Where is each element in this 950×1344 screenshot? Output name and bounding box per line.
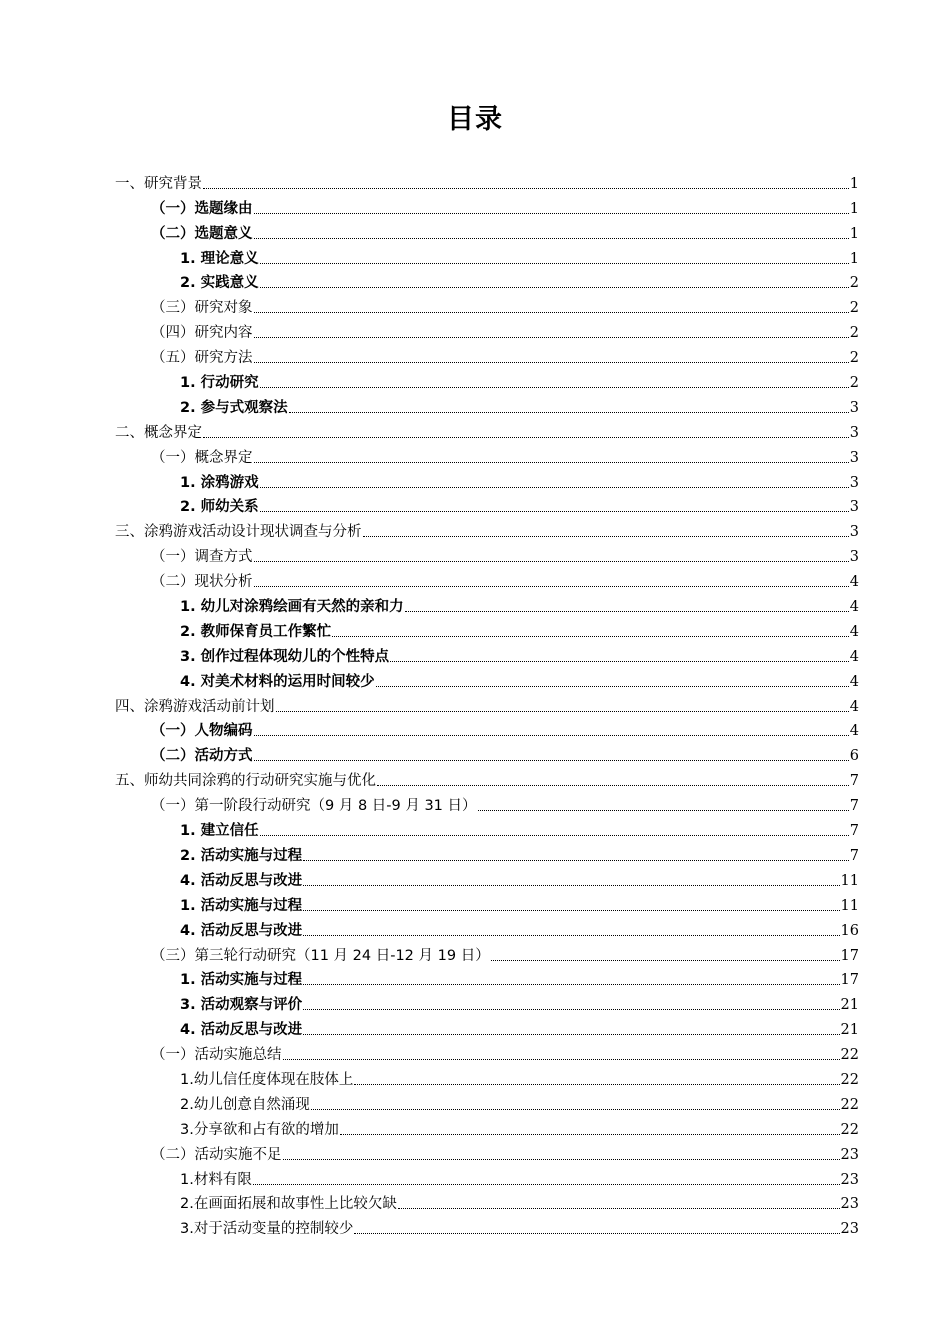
toc-entry-text: （二）现状分析 (151, 574, 253, 591)
toc-entry-text: （二）选题意义 (151, 225, 253, 242)
toc-entry-text: 4. 活动反思与改进 (180, 922, 303, 939)
toc-entry-leader-group (151, 324, 850, 342)
toc-entry-leader-group (151, 1046, 841, 1064)
toc-entry[interactable] (0, 691, 950, 716)
toc-entry[interactable] (0, 616, 950, 641)
toc-entry[interactable] (0, 392, 950, 417)
toc-entry[interactable] (0, 865, 950, 890)
toc-page-number: 4 (849, 623, 859, 640)
toc-entry-leader-group (180, 673, 850, 691)
toc-dot-leader (303, 1034, 839, 1035)
toc-entry-leader-group (180, 847, 850, 865)
toc-entry-text: （二）活动实施不足 (151, 1146, 282, 1163)
toc-dot-leader (390, 661, 849, 662)
toc-entry[interactable] (0, 641, 950, 666)
toc-dot-leader (491, 960, 840, 961)
toc-dot-leader (340, 1134, 840, 1135)
toc-page-number: 4 (849, 698, 859, 715)
toc-entry[interactable] (0, 541, 950, 566)
toc-entry-leader-group (180, 250, 850, 268)
toc-entry[interactable] (0, 790, 950, 815)
toc-page-number: 7 (849, 773, 859, 790)
toc-entry-text: 1. 理论意义 (180, 250, 259, 267)
toc-entry-leader-group (180, 971, 841, 989)
toc-dot-leader (254, 337, 849, 338)
toc-entry-leader-group (115, 424, 850, 442)
toc-entry[interactable] (0, 417, 950, 442)
toc-dot-leader (478, 810, 849, 811)
toc-dot-leader (303, 860, 849, 861)
toc-entry[interactable] (0, 442, 950, 467)
toc-entry-leader-group (180, 474, 850, 492)
toc-page-number: 23 (840, 1221, 859, 1238)
toc-page-number: 3 (849, 399, 859, 416)
toc-page-number: 4 (849, 574, 859, 591)
toc-entry-leader-group (180, 399, 850, 417)
toc-entry[interactable] (0, 367, 950, 392)
toc-dot-leader (260, 511, 849, 512)
toc-dot-leader (354, 1084, 839, 1085)
toc-entry-text: 2.在画面拓展和故事性上比较欠缺 (180, 1196, 397, 1213)
toc-dot-leader (311, 1109, 840, 1110)
toc-entry[interactable] (0, 815, 950, 840)
toc-dot-leader (260, 263, 849, 264)
toc-entry-leader-group (180, 1096, 841, 1114)
page-title: 目录 (447, 104, 503, 135)
toc-page-number: 17 (840, 947, 859, 964)
toc-dot-leader (254, 586, 849, 587)
toc-entry[interactable] (0, 765, 950, 790)
toc-entry-leader-group (180, 872, 841, 890)
toc-entry-text: （二）活动方式 (151, 748, 253, 765)
toc-entry[interactable] (0, 666, 950, 691)
toc-page-number: 3 (849, 524, 859, 541)
toc-entry-text: 一、研究背景 (115, 175, 202, 192)
toc-entry[interactable] (0, 940, 950, 965)
toc-entry[interactable] (0, 492, 950, 517)
toc-entry-text: 2. 教师保育员工作繁忙 (180, 623, 332, 640)
toc-entry[interactable] (0, 1114, 950, 1139)
toc-entry-text: 1. 活动实施与过程 (180, 972, 303, 989)
toc-entry-leader-group (180, 374, 850, 392)
toc-page-number: 23 (840, 1196, 859, 1213)
toc-entry-text: 2. 实践意义 (180, 275, 259, 292)
toc-page-number: 2 (849, 325, 859, 342)
toc-entry-leader-group (180, 996, 841, 1014)
toc-page-number: 1 (849, 175, 859, 192)
toc-entry-text: 3.分享欲和占有欲的增加 (180, 1121, 339, 1138)
toc-entry-text: 四、涂鸦游戏活动前计划 (115, 698, 275, 715)
toc-entry-leader-group (180, 648, 850, 666)
toc-entry-text: 4. 活动反思与改进 (180, 1022, 303, 1039)
toc-dot-leader (254, 462, 849, 463)
toc-dot-leader (276, 711, 849, 712)
toc-entry[interactable] (0, 1014, 950, 1039)
toc-page-number: 4 (849, 723, 859, 740)
toc-dot-leader (283, 1059, 840, 1060)
toc-entry-text: 4. 对美术材料的运用时间较少 (180, 673, 375, 690)
toc-page-number: 21 (840, 997, 859, 1014)
toc-entry-leader-group (151, 449, 850, 467)
toc-dot-leader (303, 885, 839, 886)
toc-entry[interactable] (0, 989, 950, 1014)
toc-entry-text: 3. 活动观察与评价 (180, 997, 303, 1014)
toc-entry-leader-group (151, 722, 850, 740)
toc-entry-text: （一）选题缘由 (151, 200, 253, 217)
toc-page-number: 4 (849, 673, 859, 690)
toc-entry[interactable] (0, 890, 950, 915)
toc-entry-leader-group (115, 772, 850, 790)
toc-dot-leader (405, 611, 849, 612)
toc-entry-text: 五、师幼共同涂鸦的行动研究实施与优化 (115, 773, 376, 790)
toc-entry-leader-group (180, 1220, 841, 1238)
toc-page-number: 23 (840, 1146, 859, 1163)
toc-entry-leader-group (151, 225, 850, 243)
toc-entry[interactable] (0, 168, 950, 193)
toc-entry[interactable] (0, 243, 950, 268)
toc-entry-text: （四）研究内容 (151, 325, 253, 342)
toc-page-number: 11 (840, 872, 859, 889)
toc-dot-leader (303, 1009, 839, 1010)
toc-dot-leader (376, 686, 849, 687)
toc-entry-leader-group (180, 1071, 841, 1089)
toc-entry-text: 2. 师幼关系 (180, 499, 259, 516)
toc-page-number: 1 (849, 250, 859, 267)
toc-page-number: 2 (849, 275, 859, 292)
toc-page-number: 3 (849, 549, 859, 566)
toc-dot-leader (254, 760, 849, 761)
toc-entry[interactable] (0, 1089, 950, 1114)
toc-entry-leader-group (180, 922, 841, 940)
toc-entry[interactable] (0, 218, 950, 243)
toc-entry-text: 三、涂鸦游戏活动设计现状调查与分析 (115, 524, 362, 541)
toc-page-number: 4 (849, 599, 859, 616)
toc-entry-text: 2.幼儿创意自然涌现 (180, 1096, 310, 1113)
toc-entry-text: 2. 活动实施与过程 (180, 847, 303, 864)
toc-entry-leader-group (180, 1121, 841, 1139)
toc-entry[interactable] (0, 716, 950, 741)
toc-page-number: 7 (849, 798, 859, 815)
toc-dot-leader (354, 1233, 839, 1234)
toc-dot-leader (254, 312, 849, 313)
toc-dot-leader (398, 1208, 840, 1209)
toc-entry-text: 3. 创作过程体现幼儿的个性特点 (180, 648, 390, 665)
toc-entry-text: （五）研究方法 (151, 350, 253, 367)
toc-dot-leader (377, 785, 849, 786)
toc-entry[interactable] (0, 740, 950, 765)
toc-entry[interactable] (0, 1189, 950, 1214)
toc-entry-leader-group (180, 897, 841, 915)
toc-entry-leader-group (115, 523, 850, 541)
toc-page-number: 3 (849, 424, 859, 441)
toc-entry-leader-group (180, 1195, 841, 1213)
toc-entry-leader-group (151, 797, 850, 815)
toc-entry-leader-group (151, 573, 850, 591)
toc-entry[interactable] (0, 467, 950, 492)
toc-entry-text: 1. 幼儿对涂鸦绘画有天然的亲和力 (180, 599, 404, 616)
toc-dot-leader (253, 1184, 840, 1185)
toc-entry[interactable] (0, 193, 950, 218)
toc-entry[interactable] (0, 1164, 950, 1189)
toc-page-number: 2 (849, 350, 859, 367)
toc-page-number: 11 (840, 897, 859, 914)
toc-dot-leader (203, 188, 849, 189)
toc-entry[interactable] (0, 1213, 950, 1238)
toc-dot-leader (363, 536, 849, 537)
toc-entry-text: 1.幼儿信任度体现在肢体上 (180, 1071, 354, 1088)
toc-entry-leader-group (151, 548, 850, 566)
toc-entry[interactable] (0, 1039, 950, 1064)
toc-dot-leader (289, 412, 849, 413)
toc-entry-leader-group (180, 623, 850, 641)
toc-dot-leader (254, 561, 849, 562)
toc-dot-leader (254, 735, 849, 736)
toc-page-number: 1 (849, 200, 859, 217)
toc-entry-leader-group (151, 1146, 841, 1164)
toc-entry[interactable] (0, 566, 950, 591)
toc-entry-leader-group (180, 274, 850, 292)
table-of-contents (0, 168, 950, 1238)
toc-entry-leader-group (115, 698, 850, 716)
toc-entry-text: 2. 参与式观察法 (180, 399, 288, 416)
toc-page-number: 4 (849, 648, 859, 665)
toc-dot-leader (303, 984, 839, 985)
toc-entry[interactable] (0, 268, 950, 293)
toc-entry-text: （三）第三轮行动研究（11 月 24 日-12 月 19 日） (151, 947, 490, 964)
toc-entry-leader-group (180, 498, 850, 516)
toc-dot-leader (260, 387, 849, 388)
toc-dot-leader (260, 835, 849, 836)
toc-entry[interactable] (0, 1064, 950, 1089)
toc-page-number: 3 (849, 474, 859, 491)
toc-entry-text: 1. 行动研究 (180, 375, 259, 392)
toc-entry[interactable] (0, 292, 950, 317)
toc-entry-text: （一）活动实施总结 (151, 1047, 282, 1064)
toc-entry-leader-group (180, 598, 850, 616)
toc-entry-text: （一）人物编码 (151, 723, 253, 740)
toc-entry[interactable] (0, 317, 950, 342)
toc-entry-text: （一）调查方式 (151, 549, 253, 566)
toc-page-number: 7 (849, 847, 859, 864)
toc-dot-leader (332, 636, 849, 637)
toc-entry[interactable] (0, 840, 950, 865)
toc-page-number: 2 (849, 375, 859, 392)
toc-entry-leader-group (151, 349, 850, 367)
toc-page-number: 22 (840, 1071, 859, 1088)
toc-entry-text: （一）第一阶段行动研究（9 月 8 日-9 月 31 日） (151, 798, 477, 815)
toc-page-number: 22 (840, 1096, 859, 1113)
toc-entry-text: 1. 建立信任 (180, 823, 259, 840)
toc-page-number: 3 (849, 499, 859, 516)
toc-page-number: 1 (849, 225, 859, 242)
toc-dot-leader (203, 437, 849, 438)
toc-entry-text: 4. 活动反思与改进 (180, 872, 303, 889)
toc-page-number: 22 (840, 1121, 859, 1138)
toc-page-number: 21 (840, 1022, 859, 1039)
toc-page-number: 22 (840, 1047, 859, 1064)
toc-entry[interactable] (0, 1139, 950, 1164)
toc-entry-leader-group (180, 822, 850, 840)
toc-entry-text: 3.对于活动变量的控制较少 (180, 1221, 354, 1238)
toc-dot-leader (260, 487, 849, 488)
toc-entry-leader-group (180, 1021, 841, 1039)
toc-entry[interactable] (0, 516, 950, 541)
toc-page-number: 23 (840, 1171, 859, 1188)
toc-page-number: 2 (849, 300, 859, 317)
toc-page-number: 16 (840, 922, 859, 939)
toc-entry-leader-group (151, 947, 841, 965)
toc-entry-leader-group (151, 747, 850, 765)
toc-dot-leader (303, 910, 839, 911)
toc-entry[interactable] (0, 591, 950, 616)
toc-page-number: 6 (849, 748, 859, 765)
toc-entry-leader-group (151, 299, 850, 317)
toc-entry-leader-group (180, 1171, 841, 1189)
toc-entry-text: 1. 活动实施与过程 (180, 897, 303, 914)
toc-entry-text: 1. 涂鸦游戏 (180, 474, 259, 491)
toc-dot-leader (254, 238, 849, 239)
toc-page-number: 17 (840, 972, 859, 989)
toc-dot-leader (283, 1159, 840, 1160)
toc-entry-text: （三）研究对象 (151, 300, 253, 317)
toc-page-number: 3 (849, 449, 859, 466)
toc-entry[interactable] (0, 965, 950, 990)
toc-dot-leader (254, 362, 849, 363)
toc-page-number: 7 (849, 823, 859, 840)
toc-entry-text: 二、概念界定 (115, 424, 202, 441)
toc-entry-text: 1.材料有限 (180, 1171, 252, 1188)
toc-entry[interactable] (0, 915, 950, 940)
toc-entry[interactable] (0, 342, 950, 367)
toc-entry-leader-group (151, 200, 850, 218)
toc-entry-text: （一）概念界定 (151, 449, 253, 466)
toc-dot-leader (303, 935, 839, 936)
toc-dot-leader (254, 213, 849, 214)
toc-entry-leader-group (115, 175, 850, 193)
toc-dot-leader (260, 287, 849, 288)
